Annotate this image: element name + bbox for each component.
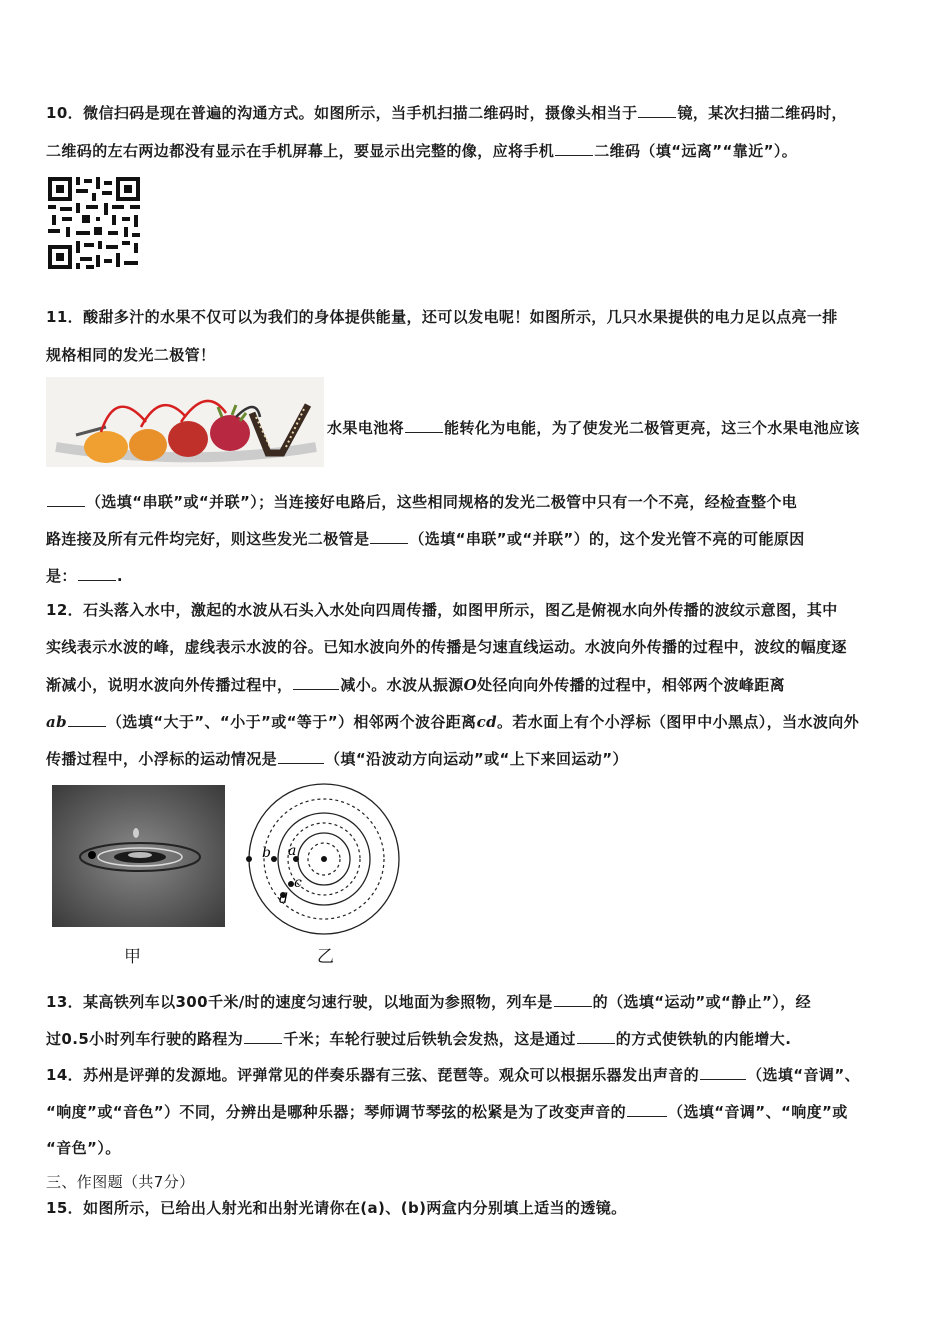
figure-label-yi: 乙: [317, 947, 334, 967]
answer-blank[interactable]: [700, 1064, 746, 1080]
q10-line-2: 二维码的左右两边都没有显示在手机屏幕上，要显示出完整的像，应将手机 二维码（填“远离”“靠近”）。: [46, 142, 798, 160]
answer-blank[interactable]: [627, 1101, 667, 1117]
answer-blank[interactable]: [47, 491, 85, 507]
answer-blank[interactable]: [577, 1028, 615, 1044]
answer-blank[interactable]: [293, 674, 339, 690]
q15-line-1: 15．如图所示，已给出人射光和出射光请你在(a)、(b)两盒内分别填上适当的透镜。: [46, 1199, 627, 1217]
answer-blank[interactable]: [405, 417, 443, 433]
q11-line-2: 规格相同的发光二极管！: [46, 346, 216, 364]
answer-blank[interactable]: [278, 748, 324, 764]
figure-label-jia: 甲: [124, 947, 141, 967]
q12-line-2: 实线表示水波的峰，虚线表示水波的谷。已知水波向外的传播是匀速直线运动。水波向外传播的过程中，波纹的幅度逐: [46, 638, 847, 656]
q10-line-1: 10．微信扫码是现在普遍的沟通方式。如图所示，当手机扫描二维码时，摄像头相当于 镜，某次扫描二维码时，: [46, 104, 847, 122]
fruit-battery-image: [46, 377, 324, 467]
q13-line-2: 过0.5小时列车行驶的路程为 千米；车轮行驶过后铁轨会发热，这是通过 的方式使铁轨的内能增大.: [46, 1030, 792, 1048]
point-label-c: c: [294, 875, 302, 891]
q14-line-2: “响度”或“音色”）不同，分辨出是哪种乐器；琴师调节琴弦的松紧是为了改变声音的 （选填“音调”、“响度”或: [46, 1103, 848, 1121]
q11-line-3: 水果电池将 能转化为电能，为了使发光二极管更亮，这三个水果电池应该: [327, 419, 860, 437]
qr-code-image: [46, 175, 142, 271]
answer-blank[interactable]: [370, 528, 408, 544]
q11-line-4: （选填“串联”或“并联”）；当连接好电路后，这些相同规格的发光二极管中只有一个不亮，经检查整个电: [46, 491, 797, 512]
section-heading: 三、作图题（共7分）: [46, 1173, 195, 1191]
q11-line-1: 11．酸甜多汁的水果不仅可以为我们的身体提供能量，还可以发电呢！如图所示，几只水果提供的电力足以点亮一排: [46, 308, 838, 326]
q12-line-4: ab （选填“大于”、“小于”或“等于”）相邻两个波谷距离cd。若水面上有个小浮标（图甲中小黑点），当水波向外: [46, 713, 860, 731]
q12-line-1: 12．石头落入水中，激起的水波从石头入水处向四周传播，如图甲所示，图乙是俯视水向外传播的波纹示意图，其中: [46, 601, 838, 619]
q12-line-5: 传播过程中，小浮标的运动情况是 （填“沿波动方向运动”或“上下来回运动”）: [46, 750, 628, 768]
q12-line-3: 渐减小，说明水波向外传播过程中， 减小。水波从振源O处径向向外传播的过程中，相邻两个波峰距离: [46, 676, 786, 694]
answer-blank[interactable]: [68, 711, 106, 727]
q11-line-6: 是： .: [46, 567, 123, 585]
answer-blank[interactable]: [78, 565, 116, 581]
point-label-b: b: [262, 845, 271, 861]
q14-line-1: 14．苏州是评弹的发源地。评弹常见的伴奏乐器有三弦、琵琶等。观众可以根据乐器发出声音的 （选填“音调”、: [46, 1066, 860, 1084]
q11-line-5: 路连接及所有元件均完好，则这些发光二极管是 （选填“串联”或“并联”）的，这个发光管不亮的可能原因: [46, 530, 805, 548]
q13-line-1: 13．某高铁列车以300千米/时的速度匀速行驶，以地面为参照物，列车是 的（选填“运动”或“静止”），经: [46, 993, 812, 1011]
answer-blank[interactable]: [554, 991, 592, 1007]
wave-diagram: [244, 781, 404, 941]
point-label-d: d: [279, 891, 288, 907]
q14-line-3: “音色”）。: [46, 1139, 121, 1157]
answer-blank[interactable]: [555, 140, 593, 156]
water-ripple-photo: [52, 785, 225, 927]
point-label-a: a: [288, 843, 297, 859]
answer-blank[interactable]: [638, 102, 676, 118]
answer-blank[interactable]: [244, 1028, 282, 1044]
